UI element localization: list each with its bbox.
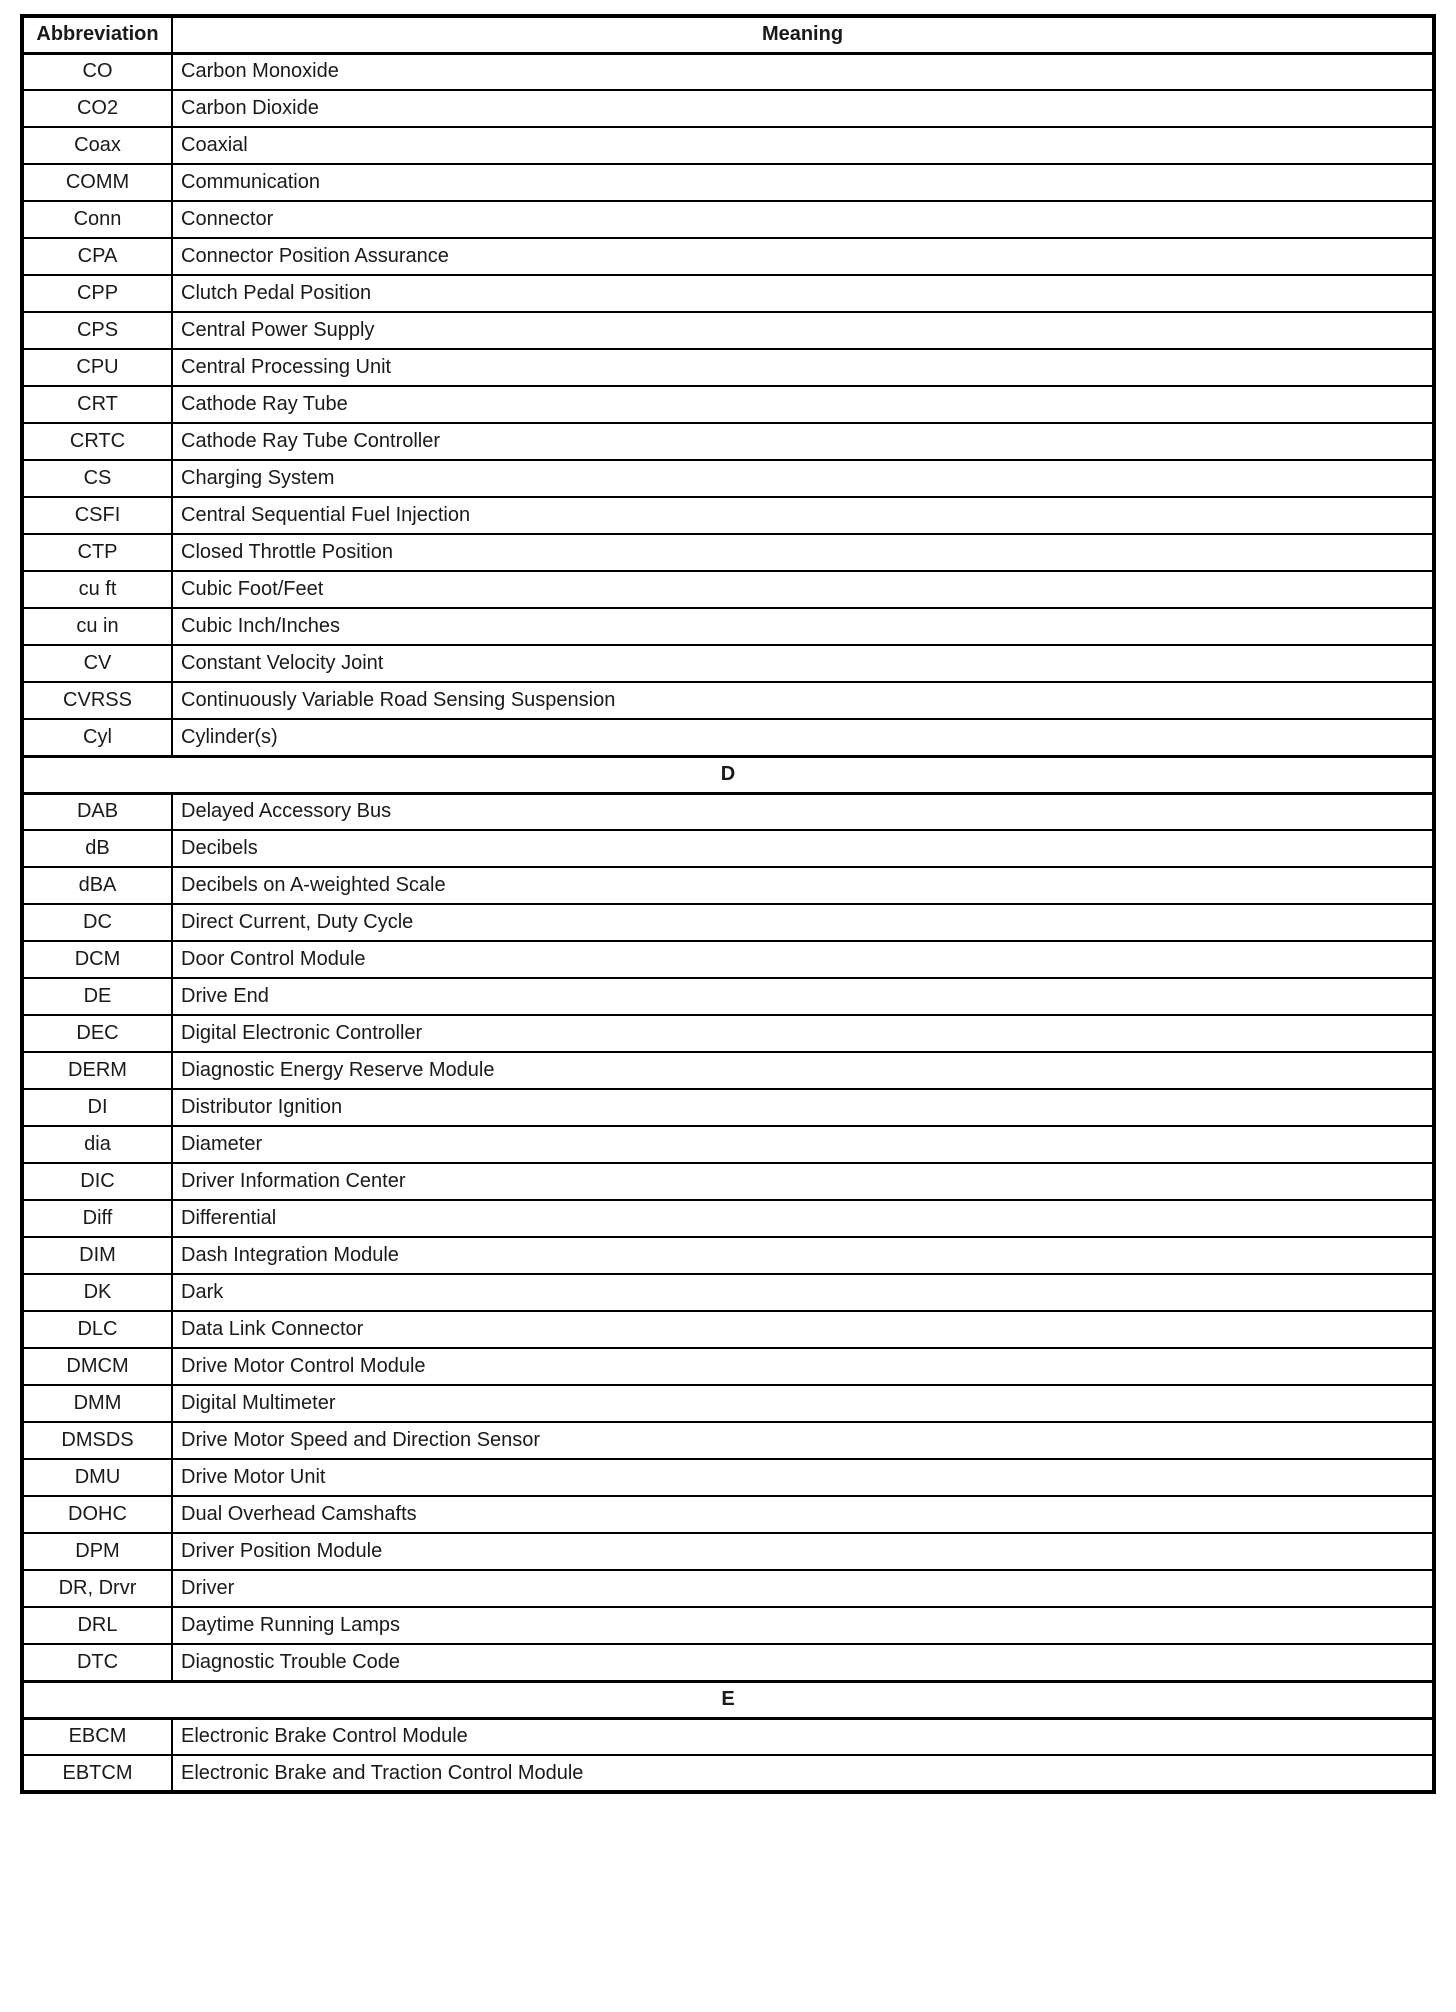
table-row	[22, 534, 1434, 571]
table-row	[22, 571, 1434, 608]
abbreviation-cell: DAB	[22, 793, 172, 830]
table-row	[22, 830, 1434, 867]
table-row	[22, 867, 1434, 904]
abbreviation-cell: DEC	[22, 1015, 172, 1052]
meaning-cell: Constant Velocity Joint	[172, 645, 1434, 682]
table-row	[22, 201, 1434, 238]
abbreviation-cell: CRTC	[22, 423, 172, 460]
table-row	[22, 1422, 1434, 1459]
abbreviation-cell: CRT	[22, 386, 172, 423]
abbreviation-cell: DTC	[22, 1644, 172, 1681]
table-row	[22, 1644, 1434, 1681]
table-row	[22, 275, 1434, 312]
meaning-cell: Drive Motor Speed and Direction Sensor	[172, 1422, 1434, 1459]
meaning-cell: Digital Electronic Controller	[172, 1015, 1434, 1052]
table-row	[22, 941, 1434, 978]
abbreviation-cell: CO	[22, 53, 172, 90]
abbreviation-cell: DI	[22, 1089, 172, 1126]
meaning-cell: Central Processing Unit	[172, 349, 1434, 386]
meaning-cell: Coaxial	[172, 127, 1434, 164]
table-row	[22, 1126, 1434, 1163]
meaning-cell: Driver Position Module	[172, 1533, 1434, 1570]
abbreviation-cell: Conn	[22, 201, 172, 238]
table-body	[22, 53, 1434, 1792]
table-row	[22, 978, 1434, 1015]
meaning-cell: Charging System	[172, 460, 1434, 497]
meaning-cell: Carbon Dioxide	[172, 90, 1434, 127]
abbreviation-cell: dia	[22, 1126, 172, 1163]
table-row	[22, 497, 1434, 534]
table-row	[22, 682, 1434, 719]
abbreviation-cell: DE	[22, 978, 172, 1015]
table-row	[22, 1311, 1434, 1348]
table-row	[22, 1496, 1434, 1533]
section-label: D	[22, 756, 1434, 793]
meaning-cell: Communication	[172, 164, 1434, 201]
section-label: E	[22, 1681, 1434, 1718]
abbreviation-cell: Diff	[22, 1200, 172, 1237]
header-row	[22, 16, 1434, 53]
meaning-cell: Driver Information Center	[172, 1163, 1434, 1200]
meaning-cell: Electronic Brake and Traction Control Module	[172, 1755, 1434, 1792]
meaning-cell: Distributor Ignition	[172, 1089, 1434, 1126]
table-row	[22, 1570, 1434, 1607]
meaning-cell: Data Link Connector	[172, 1311, 1434, 1348]
table-row	[22, 1385, 1434, 1422]
abbreviation-cell: DERM	[22, 1052, 172, 1089]
meaning-cell: Cathode Ray Tube Controller	[172, 423, 1434, 460]
abbreviation-cell: DMM	[22, 1385, 172, 1422]
abbreviation-cell: DK	[22, 1274, 172, 1311]
meaning-cell: Electronic Brake Control Module	[172, 1718, 1434, 1755]
abbreviation-cell: CO2	[22, 90, 172, 127]
table-row	[22, 164, 1434, 201]
table-row	[22, 53, 1434, 90]
abbreviation-cell: DC	[22, 904, 172, 941]
table-row	[22, 1607, 1434, 1644]
abbreviation-cell: DMSDS	[22, 1422, 172, 1459]
table-row	[22, 312, 1434, 349]
abbreviation-cell: DRL	[22, 1607, 172, 1644]
table-row	[22, 90, 1434, 127]
table-row	[22, 238, 1434, 275]
abbreviation-cell: CS	[22, 460, 172, 497]
meaning-cell: Carbon Monoxide	[172, 53, 1434, 90]
meaning-cell: Closed Throttle Position	[172, 534, 1434, 571]
meaning-cell: Drive Motor Control Module	[172, 1348, 1434, 1385]
header-abbreviation: Abbreviation	[22, 16, 172, 53]
header-meaning: Meaning	[172, 16, 1434, 53]
table-row	[22, 1237, 1434, 1274]
meaning-cell: Decibels	[172, 830, 1434, 867]
meaning-cell: Continuously Variable Road Sensing Suspension	[172, 682, 1434, 719]
abbreviation-cell: CPU	[22, 349, 172, 386]
abbreviation-cell: CV	[22, 645, 172, 682]
abbreviation-cell: CPP	[22, 275, 172, 312]
abbreviation-cell: EBCM	[22, 1718, 172, 1755]
table-row	[22, 608, 1434, 645]
meaning-cell: Drive Motor Unit	[172, 1459, 1434, 1496]
meaning-cell: Driver	[172, 1570, 1434, 1607]
table-row	[22, 1052, 1434, 1089]
table-row	[22, 793, 1434, 830]
abbreviation-cell: DPM	[22, 1533, 172, 1570]
abbreviation-cell: DMCM	[22, 1348, 172, 1385]
table-row	[22, 1533, 1434, 1570]
section-row	[22, 756, 1434, 793]
meaning-cell: Central Sequential Fuel Injection	[172, 497, 1434, 534]
meaning-cell: Central Power Supply	[172, 312, 1434, 349]
meaning-cell: Cathode Ray Tube	[172, 386, 1434, 423]
table-row	[22, 1459, 1434, 1496]
meaning-cell: Door Control Module	[172, 941, 1434, 978]
table-row	[22, 1015, 1434, 1052]
abbreviation-cell: dB	[22, 830, 172, 867]
table-row	[22, 349, 1434, 386]
table-row	[22, 1089, 1434, 1126]
meaning-cell: Diagnostic Trouble Code	[172, 1644, 1434, 1681]
abbreviation-table	[20, 14, 1436, 1794]
abbreviation-cell: COMM	[22, 164, 172, 201]
meaning-cell: Diagnostic Energy Reserve Module	[172, 1052, 1434, 1089]
abbreviation-cell: DCM	[22, 941, 172, 978]
meaning-cell: Daytime Running Lamps	[172, 1607, 1434, 1644]
meaning-cell: Differential	[172, 1200, 1434, 1237]
table-row	[22, 1348, 1434, 1385]
meaning-cell: Dual Overhead Camshafts	[172, 1496, 1434, 1533]
meaning-cell: Cubic Foot/Feet	[172, 571, 1434, 608]
meaning-cell: Drive End	[172, 978, 1434, 1015]
meaning-cell: Clutch Pedal Position	[172, 275, 1434, 312]
abbreviation-cell: CPA	[22, 238, 172, 275]
meaning-cell: Diameter	[172, 1126, 1434, 1163]
table-row	[22, 645, 1434, 682]
meaning-cell: Connector Position Assurance	[172, 238, 1434, 275]
meaning-cell: Connector	[172, 201, 1434, 238]
table-row	[22, 127, 1434, 164]
table-row	[22, 1718, 1434, 1755]
abbreviation-cell: cu in	[22, 608, 172, 645]
section-row	[22, 1681, 1434, 1718]
abbreviation-cell: CTP	[22, 534, 172, 571]
abbreviation-cell: DOHC	[22, 1496, 172, 1533]
table-row	[22, 460, 1434, 497]
table-row	[22, 1274, 1434, 1311]
table-row	[22, 1200, 1434, 1237]
meaning-cell: Cylinder(s)	[172, 719, 1434, 756]
meaning-cell: Delayed Accessory Bus	[172, 793, 1434, 830]
table-row	[22, 904, 1434, 941]
abbreviation-cell: DIM	[22, 1237, 172, 1274]
table-row	[22, 386, 1434, 423]
abbreviation-cell: CSFI	[22, 497, 172, 534]
meaning-cell: Digital Multimeter	[172, 1385, 1434, 1422]
abbreviation-cell: Coax	[22, 127, 172, 164]
meaning-cell: Cubic Inch/Inches	[172, 608, 1434, 645]
abbreviation-cell: EBTCM	[22, 1755, 172, 1792]
abbreviation-cell: Cyl	[22, 719, 172, 756]
table-header	[22, 16, 1434, 53]
abbreviation-cell: DR, Drvr	[22, 1570, 172, 1607]
table-row	[22, 1755, 1434, 1792]
table-row	[22, 719, 1434, 756]
abbreviation-cell: DLC	[22, 1311, 172, 1348]
meaning-cell: Direct Current, Duty Cycle	[172, 904, 1434, 941]
abbreviation-cell: DMU	[22, 1459, 172, 1496]
abbreviation-cell: CVRSS	[22, 682, 172, 719]
abbreviation-cell: dBA	[22, 867, 172, 904]
abbreviation-cell: cu ft	[22, 571, 172, 608]
table-row	[22, 1163, 1434, 1200]
meaning-cell: Decibels on A-weighted Scale	[172, 867, 1434, 904]
table-row	[22, 423, 1434, 460]
meaning-cell: Dash Integration Module	[172, 1237, 1434, 1274]
abbreviation-cell: DIC	[22, 1163, 172, 1200]
abbreviation-cell: CPS	[22, 312, 172, 349]
meaning-cell: Dark	[172, 1274, 1434, 1311]
